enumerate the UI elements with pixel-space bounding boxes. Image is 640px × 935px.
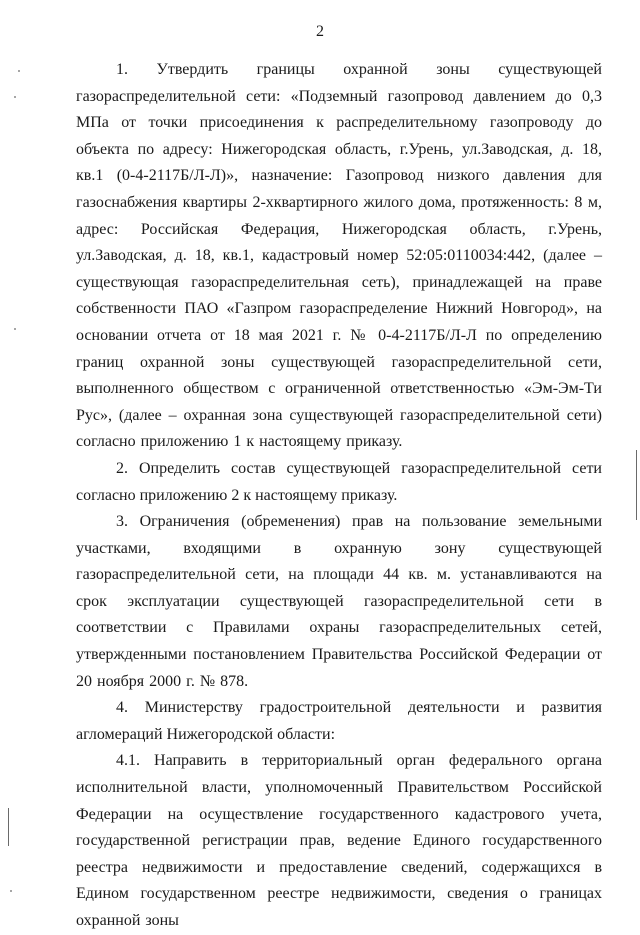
paragraph-1-approve-boundaries: 1. Утвердить границы охранной зоны существующей газораспределительной сети: «Подземный газопровод давлением до 0,3 МПа от точки присоединения к распределительному газопроводу до объекта по адресу: Нижегородская область, г.Урень, ул.Заводская, д. 18, кв.1 (0-4-2117Б/Л-Л)», назначение: Газопровод низкого давления для газоснабжения квартиры 2-хквартирного жилого дома, протяженность: 8 м, адрес: Российская Федерация, Нижегородская область, г.Урень, ул.Заводская, д. 18, кв.1, кадастровый номер 52:05:0110034:442, (далее – существующая газораспределительная сеть), принадлежащей на праве собственности ПАО «Газпром газораспределение Нижний Новгород», на основании отчета от 18 мая 2021 г. № 0-4-2117Б/Л-Л по определению границ охранной зоны существующей газораспределительной сети, выполненного обществом с ограниченной ответственностью «Эм-Эм-Ти Рус», (далее – охранная зона существующей газораспределительной сети) согласно приложению 1 к настоящему приказу.	[76, 61, 602, 451]
scan-speck	[10, 890, 12, 892]
paragraph-4-1-send-information: 4.1. Направить в территориальный орган федерального органа исполнительной власти, уполномоченный Правительством Российской Федерации на осуществление государственного кадастрового учета, государственной регистрации прав, ведение Единого государственного реестра недвижимости и предоставление сведений, содержащихся в Едином государственном реестре недвижимости, сведения о границах охранной зоны	[76, 752, 602, 929]
scan-edge-mark-right	[636, 450, 637, 520]
scan-speck	[14, 96, 16, 98]
page-number: 2	[316, 23, 324, 40]
paragraph-2-network-composition: 2. Определить состав существующей газораспределительной сети согласно приложению 2 к настоящему приказу.	[76, 459, 602, 504]
paragraph-4-ministry-instructions: 4. Министерству градостроительной деятельности и развития агломераций Нижегородской области:	[76, 699, 602, 743]
document-body	[76, 57, 602, 935]
scan-speck	[14, 328, 16, 330]
scan-speck	[18, 70, 20, 72]
scan-edge-mark-left	[8, 808, 9, 846]
paragraph-3-land-restrictions: 3. Ограничения (обременения) прав на пользование земельными участками, входящими в охранную зону существующей газораспределительной сети, на площади 44 кв. м. устанавливаются на срок эксплуатации существующей газораспределительной сети в соответствии с Правилами охраны газораспределительных сетей, утвержденными постановлением Правительства Российской Федерации от 20 ноября 2000 г. № 878.	[76, 513, 602, 690]
